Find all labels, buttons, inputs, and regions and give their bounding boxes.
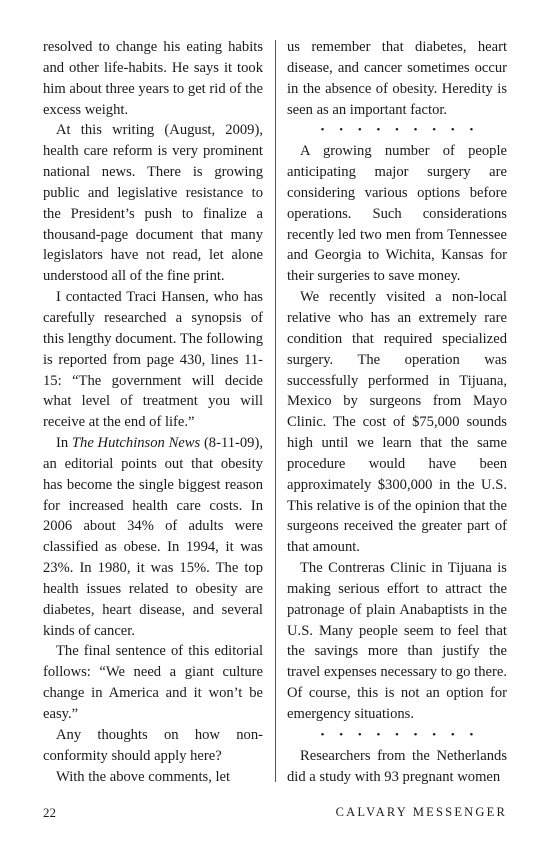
paragraph: With the above comments, let	[56, 768, 231, 785]
paragraph: I contacted Traci Hansen, who has carefully researched a synopsis of this lengthy document. The following is reported from page 430, lines 11-15: “The government will decide what level of treatment you will receive at the end of life.”	[43, 289, 263, 431]
paragraph-rest: (8-11-09), an editorial points out that obesity has become the single biggest reason for increased health care costs. In 2006 about 34% of adults were classified as obese. In 1994, it was 23%. In 1980, it was 15%. The top health issues related to obesity are diabetes, heart disease, and several kinds of cancer.	[43, 435, 263, 639]
paragraph: The Contreras Clinic in Tijuana is making serious effort to attract the patronage of plain Anabaptists in the U.S. Many people seem to feel that the savings more than justify the travel expenses necessary to go there. Of course, this is not an option for emergency situations.	[287, 560, 507, 722]
paragraph-lead: In	[56, 435, 72, 452]
paragraph: A growing number of people anticipating major surgery are considering various options before operations. Such considerations recently led two men from Tennessee and Georgia to Wichita, Kansas for their surgeries to save money.	[287, 143, 507, 285]
paragraph: resolved to change his eating habits and other life-habits. He says it took him about three years to get rid of the excess weight.	[43, 39, 263, 118]
column-divider	[275, 40, 276, 782]
right-column	[287, 37, 507, 787]
paragraph: Researchers from the Netherlands did a study with 93 pregnant women	[287, 747, 507, 785]
paragraph: The final sentence of this editorial follows: “We need a giant culture change in America and it won’t be easy.”	[43, 643, 263, 722]
paragraph	[43, 433, 263, 641]
publication-title: CALVARY MESSENGER	[335, 805, 507, 819]
section-ornament: • • • • • • • • •	[320, 728, 480, 741]
section-ornament: • • • • • • • • •	[320, 124, 480, 137]
paragraph: We recently visited a non-local relative who has an extremely rare condition that required specialized surgery. The operation was successfully performed in Tijuana, Mexico by surgeons from Mayo Clinic. The cost of $75,000 sounds high until we learn that the same procedure would have been approximately $300,000 in the U.S. This relative is of the opinion that the surgeons received the greater part of that amount.	[287, 289, 507, 556]
left-column	[43, 37, 263, 787]
paragraph: us remember that diabetes, heart disease, and cancer sometimes occur in the absence of obesity. Heredity is seen as an important factor.	[287, 39, 507, 118]
newspaper-title: The Hutchinson News	[71, 435, 201, 452]
page-number: 22	[43, 805, 56, 820]
paragraph: Any thoughts on how non-conformity should apply here?	[43, 726, 263, 764]
paragraph: At this writing (August, 2009), health care reform is very prominent national news. There is growing public and legislative resistance to the President’s push to finalize a thousand-page document that many legislators have not read, let alone understood all of the fine print.	[43, 122, 263, 285]
